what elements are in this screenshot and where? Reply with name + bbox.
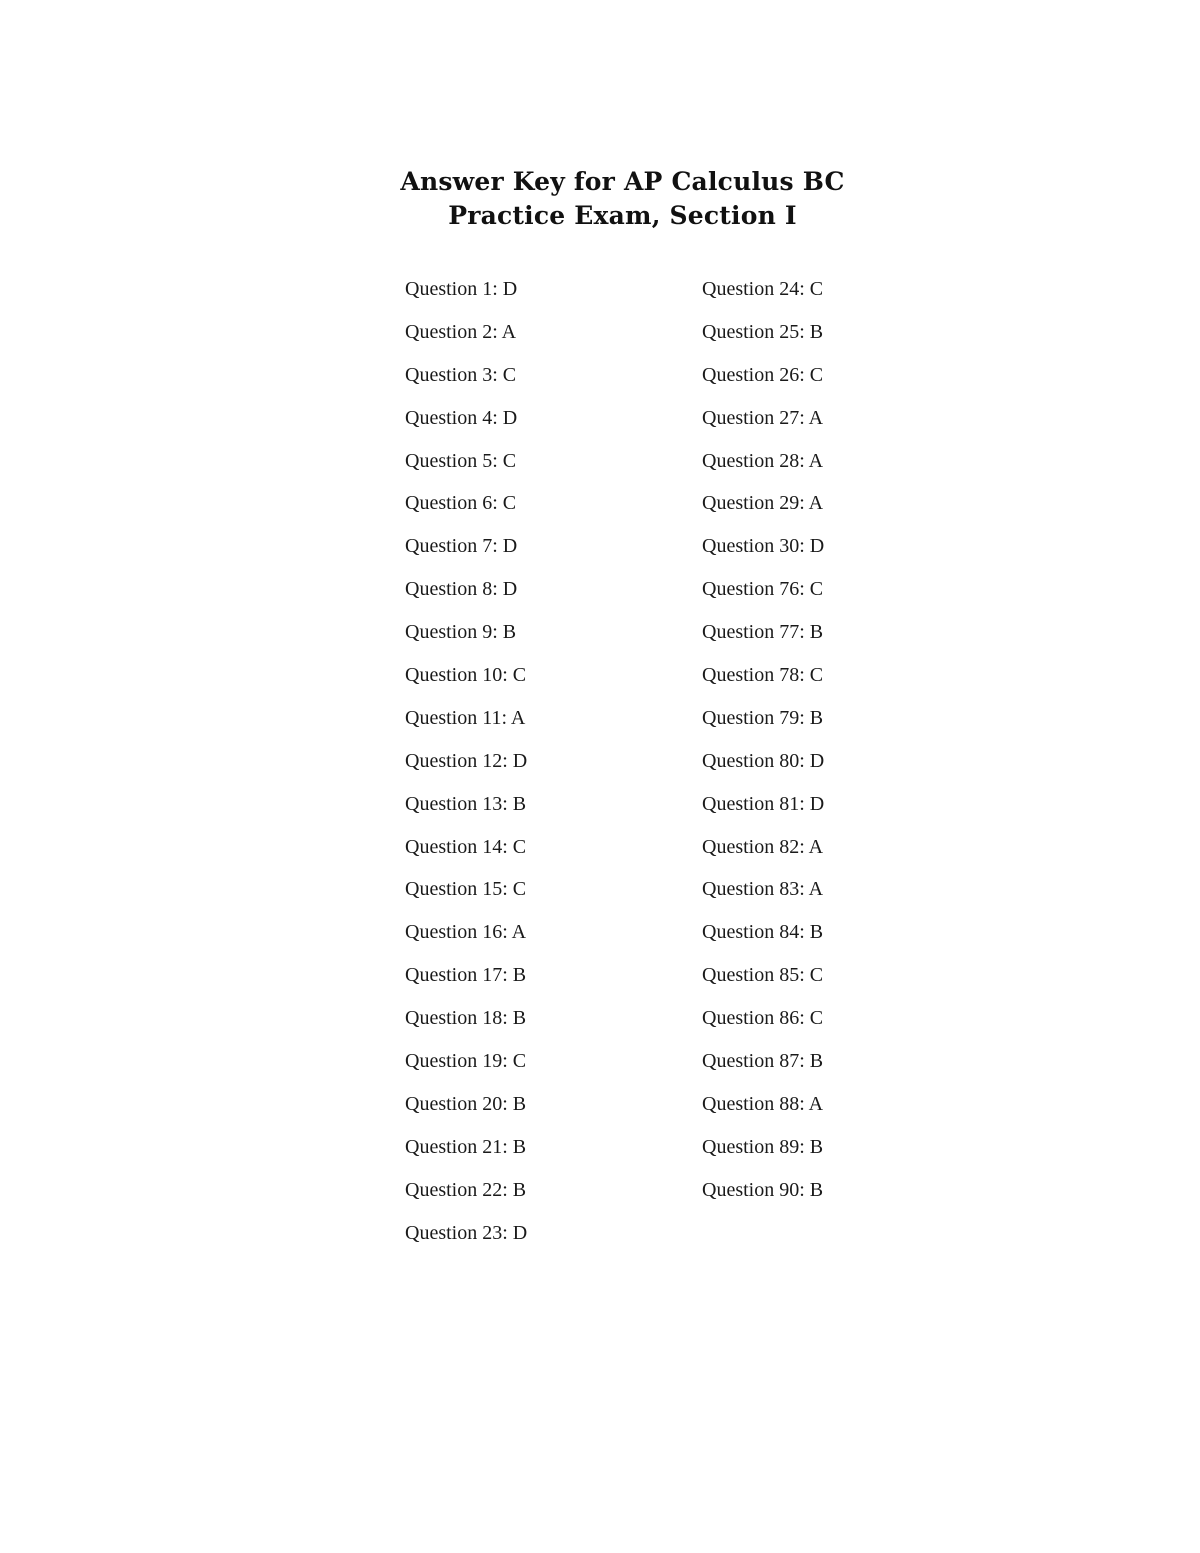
- answer-item: Question 90: B: [702, 1178, 824, 1201]
- answer-item: Question 19: C: [405, 1050, 527, 1073]
- answer-item: Question 10: C: [405, 664, 527, 687]
- answer-item: Question 21: B: [405, 1135, 527, 1158]
- answer-item: Question 89: B: [702, 1135, 824, 1158]
- answer-item: Question 83: A: [702, 878, 824, 901]
- answer-item: Question 17: B: [405, 964, 527, 987]
- answer-item: Question 87: B: [702, 1050, 824, 1073]
- answer-item: Question 24: C: [702, 278, 824, 300]
- answer-item: Question 18: B: [405, 1007, 527, 1030]
- answer-item: Question 9: B: [405, 621, 517, 644]
- answer-item: Question 78: C: [702, 664, 824, 687]
- answer-item: Question 5: C: [405, 449, 517, 472]
- answer-item: Question 77: B: [702, 621, 824, 644]
- answer-list-left: [405, 272, 527, 1258]
- answer-item: Question 16: A: [405, 921, 527, 944]
- answer-item: Question 79: B: [702, 706, 824, 729]
- answer-item: Question 82: A: [702, 835, 824, 858]
- answer-item: Question 2: A: [405, 320, 517, 343]
- answer-item: Question 15: C: [405, 878, 527, 901]
- title-line-2: Practice Exam, Section I: [448, 201, 797, 230]
- answer-item: Question 76: C: [702, 578, 824, 601]
- title-line-1: Answer Key for AP Calculus BC: [400, 167, 845, 196]
- answer-item: Question 22: B: [405, 1178, 527, 1201]
- answer-item: Question 88: A: [702, 1092, 824, 1115]
- answer-item: Question 80: D: [702, 749, 825, 772]
- answer-item: Question 1: D: [405, 278, 518, 300]
- answer-item: Question 28: A: [702, 449, 824, 472]
- answer-list-right: [702, 272, 824, 1216]
- answer-item: Question 3: C: [405, 363, 517, 386]
- answer-item: Question 30: D: [702, 535, 825, 558]
- answer-item: Question 12: D: [405, 749, 528, 772]
- answer-item: Question 85: C: [702, 964, 824, 987]
- answer-item: Question 13: B: [405, 792, 527, 815]
- answer-item: Question 81: D: [702, 792, 825, 815]
- answer-item: Question 23: D: [405, 1221, 528, 1244]
- answer-item: Question 20: B: [405, 1092, 527, 1115]
- answer-item: Question 27: A: [702, 406, 824, 429]
- answer-item: Question 86: C: [702, 1007, 824, 1030]
- answer-item: Question 84: B: [702, 921, 824, 944]
- answer-item: Question 25: B: [702, 320, 824, 343]
- answer-item: Question 29: A: [702, 492, 824, 515]
- answer-item: Question 4: D: [405, 406, 518, 429]
- answer-item: Question 6: C: [405, 492, 517, 515]
- page-title: [0, 165, 1200, 233]
- answer-item: Question 26: C: [702, 363, 824, 386]
- answer-item: Question 7: D: [405, 535, 518, 558]
- answer-item: Question 11: A: [405, 706, 526, 729]
- answer-item: Question 8: D: [405, 578, 518, 601]
- answer-item: Question 14: C: [405, 835, 527, 858]
